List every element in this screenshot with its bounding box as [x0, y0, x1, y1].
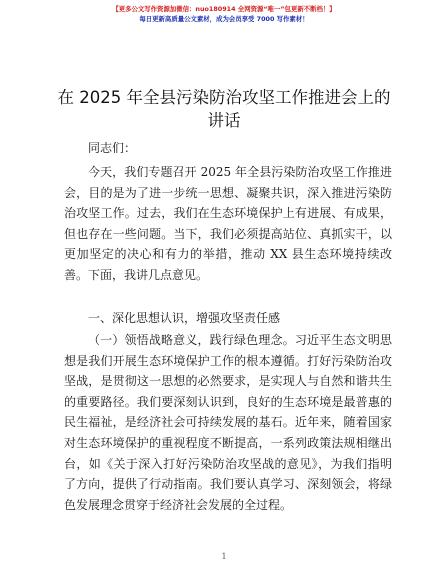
greeting: 同志们：: [88, 141, 137, 155]
promo-banner-line-2: 每日更新高质量公文素材，成为会员享受 7000 写作素材！: [139, 15, 309, 23]
intro-paragraph: 今天，我们专题召开 2025 年全县污染防治攻坚工作推进会，目的是为了进一步统一思想、凝聚共识，深入推进污染防治攻坚工作。过去，我们在生态环境保护上有进展、有成果，但也存在一些问题。当下，我们必须提高站位、真抓实干，以更加坚定的决心和有力的举措，推动 XX 县生态环境持续改善。下面，我讲几点意见。: [64, 165, 392, 282]
body-paragraph: （一）领悟战略意义，践行绿色理念。习近平生态文明思想是我们开展生态环境保护工作的根本遵循。打好污染防治攻坚战，是贯彻这一思想的必然要求，是实现人与自然和谐共生的重要路径。我们要深刻认识到，良好的生态环境是最普惠的民生福祉，是经济社会可持续发展的基石。近年来，随着国家对生态环境保护的重视程度不断提高，一系列政策法规相继出台，如《关于深入打好污染防治攻坚战的意见》，为我们指明了方向，提供了行动指南。我们要认真学习、深刻领会，将绿色发展理念贯穿于经济社会发展的全过程。: [64, 333, 392, 512]
page-number: 1: [221, 552, 227, 561]
promo-banner: [0, 4, 448, 24]
promo-banner-line-1: 【更多公文写作资源加微信：nuo180914 全网资源“唯一”包更新不断档！】: [112, 5, 336, 13]
document-title: 在 2025 年全县污染防治攻坚工作推进会上的讲话: [57, 88, 391, 130]
section-heading: 一、深化思想认识，增强攻坚责任感: [88, 311, 281, 325]
